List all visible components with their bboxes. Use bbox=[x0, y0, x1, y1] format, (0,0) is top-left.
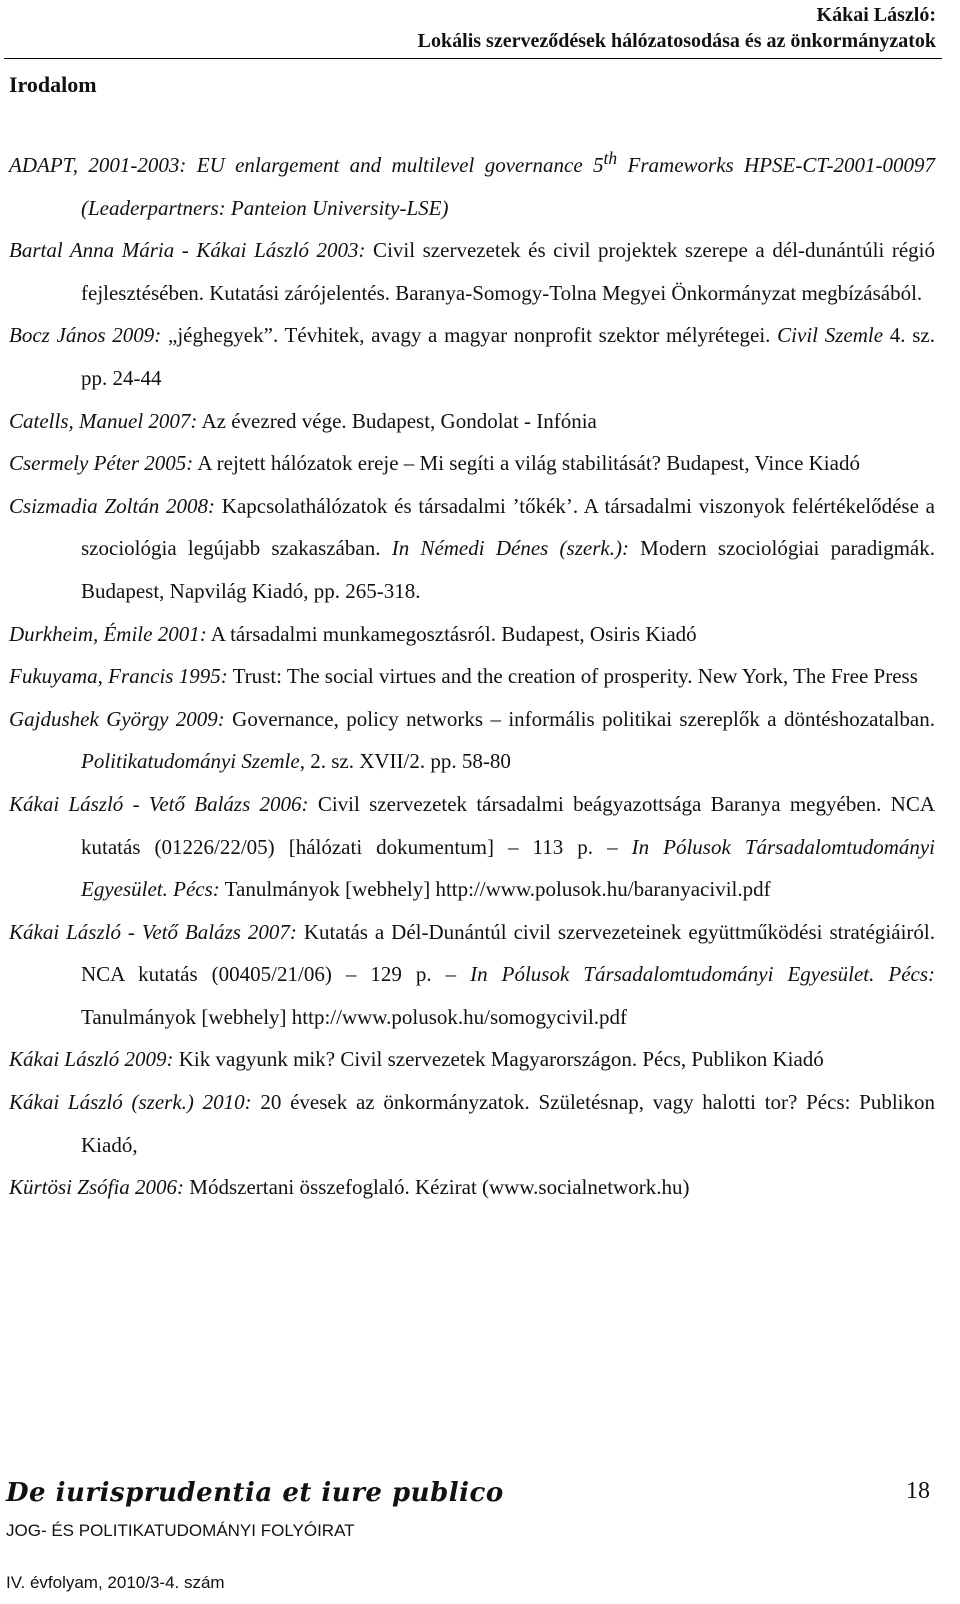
reference-item bbox=[9, 1081, 935, 1166]
reference-item bbox=[9, 783, 935, 911]
reference-publisher: In Pólusok Társadalomtudományi Egyesület. Pécs: bbox=[81, 834, 936, 902]
reference-author: Catells, Manuel 2007: bbox=[9, 408, 198, 433]
reference-item bbox=[9, 911, 935, 1039]
reference-author: Kákai László (szerk.) 2010: bbox=[9, 1090, 252, 1115]
reference-author: Kákai László - Vető Balázs 2007: bbox=[9, 919, 297, 944]
reference-item bbox=[9, 613, 935, 656]
reference-editor: In Némedi Dénes (szerk.): bbox=[391, 536, 629, 561]
header-rule bbox=[4, 58, 942, 59]
running-header bbox=[0, 0, 936, 54]
reference-item bbox=[9, 400, 935, 443]
reference-text: Tanulmányok [webhely] http://www.polusok.hu/baranyacivil.pdf bbox=[219, 877, 771, 902]
reference-author: Fukuyama, Francis 1995: bbox=[9, 664, 228, 689]
reference-item bbox=[9, 698, 935, 783]
header-author: Kákai László: bbox=[816, 4, 936, 26]
reference-author: Durkheim, Émile 2001: bbox=[9, 621, 207, 646]
reference-journal: Politikatudományi Szemle bbox=[81, 749, 300, 774]
reference-text: Kik vagyunk mik? Civil szervezetek Magyarországon. Pécs, Publikon Kiadó bbox=[173, 1047, 824, 1072]
reference-item bbox=[9, 229, 935, 314]
reference-text: Governance, policy networks – informális politikai szereplők a döntéshozatalban. bbox=[224, 706, 935, 731]
reference-publisher: In Pólusok Társadalomtudományi Egyesület. Pécs: bbox=[470, 962, 935, 987]
reference-item bbox=[9, 314, 935, 399]
reference-text: Módszertani összefoglaló. Kézirat (www.socialnetwork.hu) bbox=[184, 1175, 690, 1200]
reference-item bbox=[9, 1166, 935, 1209]
reference-text: Civil szervezetek társadalmi beágyazottsága Baranya megyében. NCA kutatás (01226/22/05) [hálózati dokumentum] – 113 p. – bbox=[81, 791, 936, 859]
journal-issue: IV. évfolyam, 2010/3-4. szám bbox=[6, 1573, 225, 1592]
reference-text: Tanulmányok [webhely] http://www.polusok.hu/somogycivil.pdf bbox=[81, 1004, 628, 1029]
section-title: Irodalom bbox=[9, 72, 97, 97]
reference-list bbox=[9, 137, 935, 1209]
reference-author: Bartal Anna Mária - Kákai László 2003: bbox=[9, 238, 366, 263]
reference-journal: Civil Szemle bbox=[777, 323, 884, 348]
reference-title: EU enlargement and multilevel governance 5th Frameworks HPSE-CT-2001-00097 (Leaderpartners: Panteion University-LSE) bbox=[81, 148, 935, 220]
reference-text: , 2. sz. XVII/2. pp. 58-80 bbox=[299, 749, 511, 774]
reference-author: Bocz János 2009: bbox=[9, 323, 162, 348]
reference-item bbox=[9, 655, 935, 698]
reference-text: A rejtett hálózatok ereje – Mi segíti a világ stabilitását? Budapest, Vince Kiadó bbox=[193, 451, 860, 476]
reference-author: Kürtösi Zsófia 2006: bbox=[9, 1175, 185, 1200]
reference-author: Gajdushek György 2009: bbox=[9, 706, 225, 731]
reference-text: 4. sz. pp. 24-44 bbox=[81, 323, 936, 390]
journal-subtitle: JOG- ÉS POLITIKATUDOMÁNYI FOLYÓIRAT bbox=[6, 1521, 355, 1540]
reference-item bbox=[9, 137, 935, 229]
reference-text: Modern szociológiai paradigmák. Budapest, Napvilág Kiadó, pp. 265-318. bbox=[81, 536, 935, 603]
reference-author: Kákai László 2009: bbox=[9, 1047, 174, 1072]
reference-author: Csermely Péter 2005: bbox=[9, 451, 194, 476]
reference-item bbox=[9, 442, 935, 485]
reference-author: Csizmadia Zoltán 2008: bbox=[9, 493, 216, 518]
reference-text: Civil szervezetek és civil projektek szerepe a dél-dunántúli régió fejlesztésében. Kutatási zárójelentés. Baranya-Somogy-Tolna Megyei Önkormányzat megbízásából. bbox=[81, 238, 935, 305]
reference-text: Az évezred vége. Budapest, Gondolat - Infónia bbox=[197, 408, 597, 433]
reference-text: Kapcsolathálózatok és társadalmi ’tőkék’. A társadalmi viszonyok felértékelődése a szociológia legújabb szakaszában. bbox=[81, 493, 935, 561]
reference-author: ADAPT, 2001-2003: bbox=[9, 153, 187, 177]
page-number: 18 bbox=[906, 1478, 930, 1504]
reference-author: Kákai László - Vető Balázs 2006: bbox=[9, 791, 309, 816]
header-title: Lokális szerveződések hálózatosodása és az önkormányzatok bbox=[417, 30, 936, 52]
reference-text: Trust: The social virtues and the creation of prosperity. New York, The Free Press bbox=[227, 664, 918, 689]
reference-text: Kutatás a Dél-Dunántúl civil szervezeteinek együttműködési stratégiáiról. NCA kutatás (00405/21/06) – 129 p. – bbox=[81, 919, 935, 987]
reference-text: 20 évesek az önkormányzatok. Születésnap, vagy halotti tor? Pécs: Publikon Kiadó, bbox=[81, 1090, 935, 1157]
reference-item bbox=[9, 485, 935, 613]
reference-text: A társadalmi munkamegosztásról. Budapest, Osiris Kiadó bbox=[206, 621, 697, 646]
journal-title: De iurisprudentia et iure publico bbox=[6, 1478, 504, 1508]
reference-text: „jéghegyek”. Tévhitek, avagy a magyar nonprofit szektor mélyrétegei. bbox=[161, 323, 778, 348]
reference-item bbox=[9, 1038, 935, 1081]
